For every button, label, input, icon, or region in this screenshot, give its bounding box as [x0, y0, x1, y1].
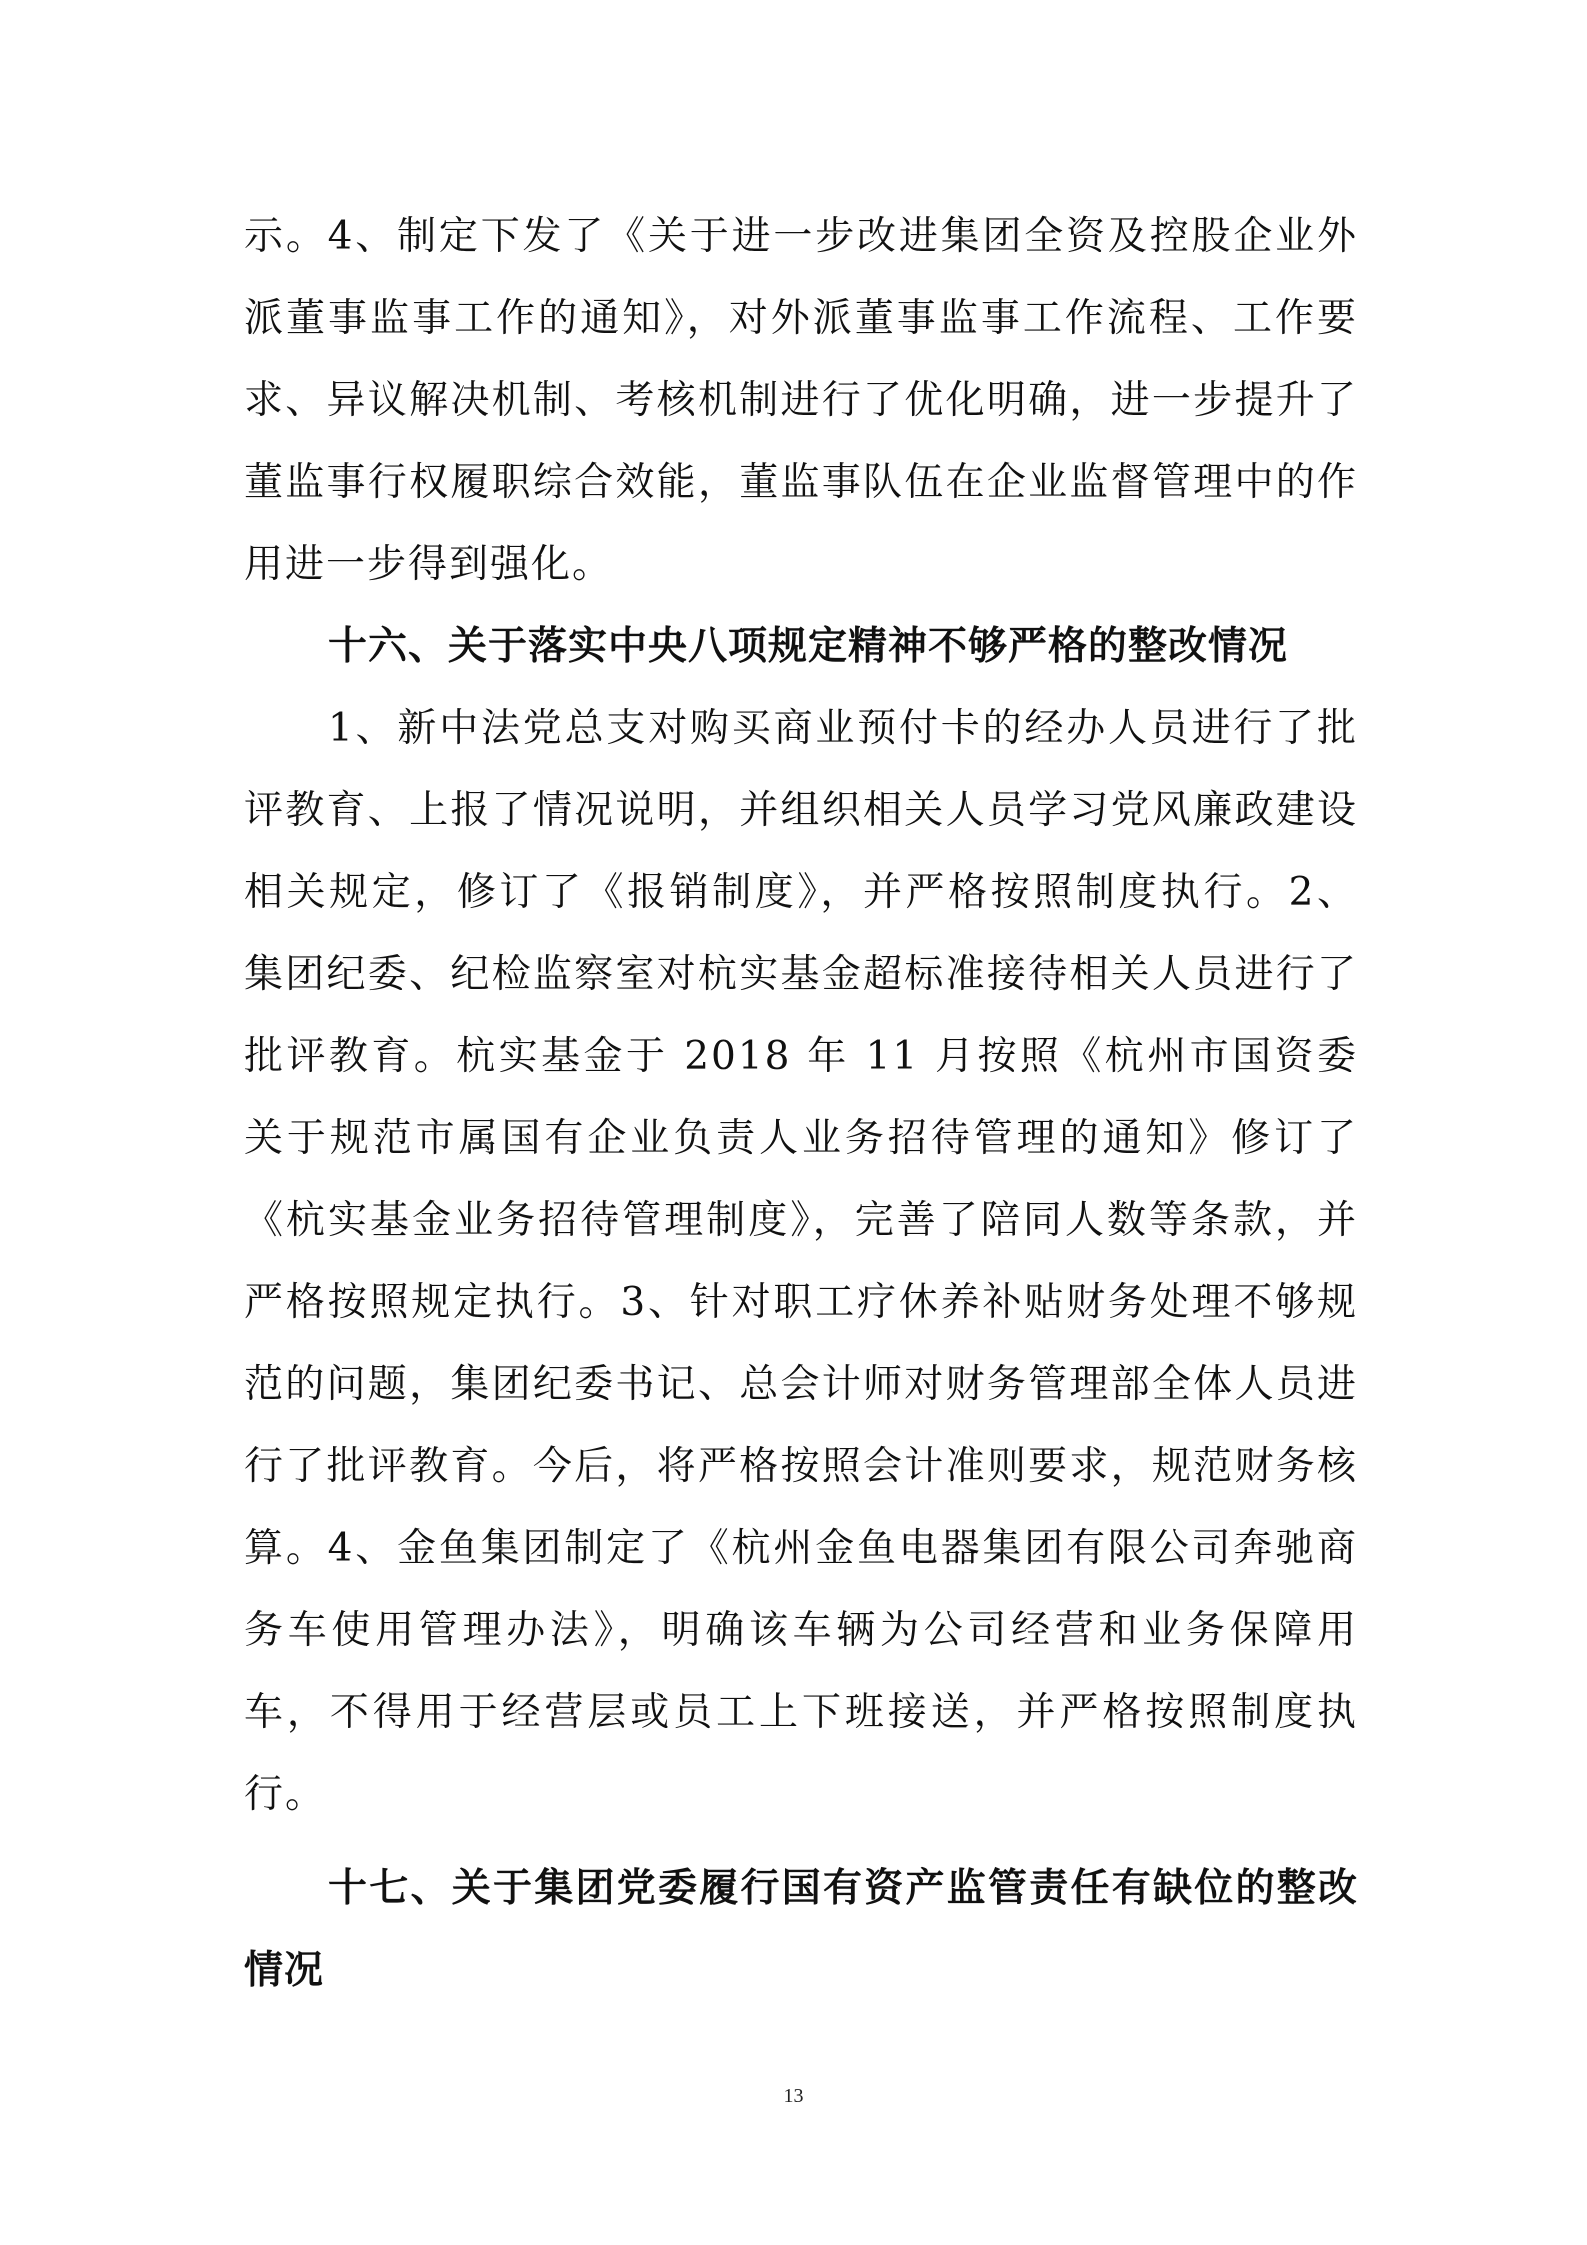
section-16-heading: 十六、关于落实中央八项规定精神不够严格的整改情况	[328, 624, 1289, 669]
page-number: 13	[783, 2085, 804, 2107]
section-17-heading: 十七、关于集团党委履行国有资产监管责任有缺位的整改情况	[244, 1866, 1358, 1993]
paragraph-continuation: 示。4、制定下发了《关于进一步改进集团全资及控股企业外派董事监事工作的通知》，对外派董事监事工作流程、工作要求、异议解决机制、考核机制进行了优化明确，进一步提升了董监事行权履职综合效能，董监事队伍在企业监督管理中的作用进一步得到强化。	[244, 214, 1358, 587]
section-16-body: 1、新中法党总支对购买商业预付卡的经办人员进行了批评教育、上报了情况说明，并组织相关人员学习党风廉政建设相关规定，修订了《报销制度》，并严格按照制度执行。2、集团纪委、纪检监察室对杭实基金超标准接待相关人员进行了批评教育。杭实基金于 2018 年 11 月按照《杭州市国资委关于规范市属国有企业负责人业务招待管理的通知》修订了《杭实基金业务招待管理制度》，完善了陪同人数等条款，并严格按照规定执行。3、针对职工疗休养补贴财务处理不够规范的问题，集团纪委书记、总会计师对财务管理部全体人员进行了批评教育。今后，将严格按照会计准则要求，规范财务核算。4、金鱼集团制定了《杭州金鱼电器集团有限公司奔驰商务车使用管理办法》，明确该车辆为公司经营和业务保障用车，不得用于经营层或员工上下班接送，并严格按照制度执行。	[244, 706, 1358, 1817]
document-body	[244, 196, 1358, 2012]
